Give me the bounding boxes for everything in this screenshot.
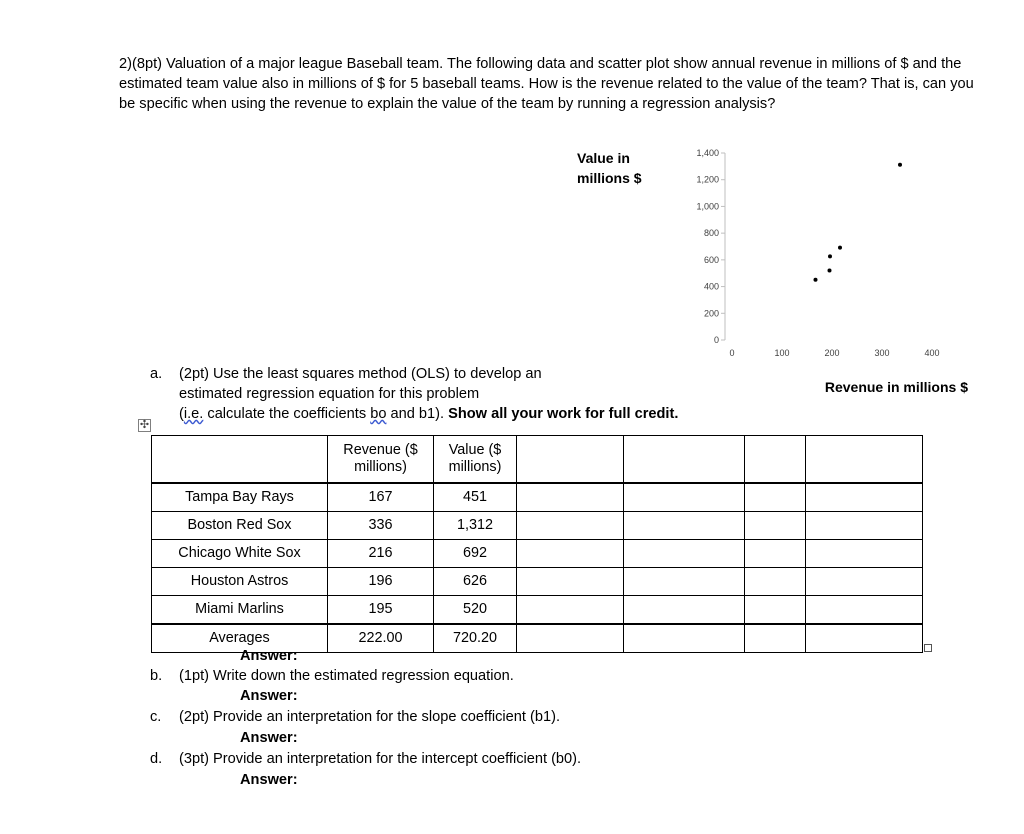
revenue-cell[interactable]: 167 [328, 483, 434, 512]
answer-label-b: Answer: [240, 688, 298, 704]
empty-cell[interactable] [624, 568, 745, 596]
answer-label-c: Answer: [240, 730, 298, 746]
part-a-line3 [179, 404, 739, 424]
part-c-letter: c. [150, 709, 162, 725]
x-tick-label: 200 [824, 348, 840, 358]
answer-label-a: Answer: [240, 648, 298, 664]
empty-cell[interactable] [745, 436, 806, 484]
y-tick-label: 200 [703, 308, 719, 319]
revenue-cell[interactable]: 195 [328, 596, 434, 625]
y-tick-label: 800 [703, 228, 719, 239]
average-revenue[interactable]: 222.00 [328, 624, 434, 653]
data-point [898, 163, 902, 167]
x-tick-label: 100 [774, 348, 790, 358]
part-a-bold-instruction: Show all your work for full credit. [448, 406, 679, 422]
team-name[interactable]: Boston Red Sox [152, 512, 328, 540]
part-a-mid: calculate the coefficients [203, 406, 371, 422]
question-intro: 2)(8pt) Valuation of a major league Baseball team. The following data and scatter plot show annual revenue in millions of $ and the estimated team value also in millions of $ for 5 baseball teams. How is the revenue related to the value of the team? That is, can you be specific when using the revenue to explain the value of the team by running a regression analysis? [119, 56, 974, 112]
value-cell[interactable]: 692 [434, 540, 517, 568]
data-table [151, 435, 923, 653]
table-row [152, 512, 923, 540]
y-tick-label: 1,000 [696, 201, 719, 212]
x-axis-label: Revenue in millions $ [824, 379, 968, 395]
scatter-chart [560, 140, 980, 400]
x-tick-label: 300 [874, 348, 890, 358]
y-tick-label: 600 [703, 254, 719, 265]
empty-cell[interactable] [517, 624, 624, 653]
table-row [152, 540, 923, 568]
part-d-letter: d. [150, 751, 163, 767]
team-name[interactable]: Miami Marlins [152, 596, 328, 625]
empty-cell[interactable] [806, 624, 923, 653]
empty-cell[interactable] [745, 596, 806, 625]
table-move-handle-icon[interactable]: ✣ [139, 419, 150, 431]
empty-cell[interactable] [624, 483, 745, 512]
y-tick-label: 0 [713, 335, 719, 345]
value-cell[interactable]: 520 [434, 596, 517, 625]
empty-cell[interactable] [745, 540, 806, 568]
empty-cell[interactable] [806, 568, 923, 596]
data-point [828, 269, 832, 273]
data-point [828, 254, 832, 258]
empty-cell[interactable] [517, 596, 624, 625]
empty-cell[interactable] [745, 624, 806, 653]
empty-cell[interactable] [517, 568, 624, 596]
empty-cell[interactable] [624, 512, 745, 540]
revenue-cell[interactable]: 336 [328, 512, 434, 540]
empty-cell[interactable] [745, 512, 806, 540]
empty-cell[interactable] [517, 540, 624, 568]
table-row [152, 483, 923, 512]
part-c-text: (2pt) Provide an interpretation for the slope coefficient (b1). [179, 709, 560, 725]
team-name[interactable]: Houston Astros [152, 568, 328, 596]
scatter-chart-svg [560, 140, 980, 400]
part-a-bo: bo [370, 406, 387, 422]
empty-cell[interactable] [806, 436, 923, 484]
table-resize-handle[interactable] [924, 644, 932, 652]
x-tick-label: 0 [729, 348, 735, 358]
header-revenue[interactable]: Revenue ($ millions) [328, 436, 434, 484]
average-value[interactable]: 720.20 [434, 624, 517, 653]
team-name[interactable]: Tampa Bay Rays [152, 483, 328, 512]
part-a-post: and b1). [386, 406, 449, 422]
averages-label[interactable]: Averages [152, 624, 328, 653]
table-row [152, 568, 923, 596]
part-d-text: (3pt) Provide an interpretation for the intercept coefficient (b0). [179, 751, 582, 767]
part-a-line1: (2pt) Use the least squares method (OLS) to develop an [179, 366, 542, 382]
empty-cell[interactable] [624, 624, 745, 653]
empty-cell[interactable] [517, 512, 624, 540]
y-tick-label: 1,400 [696, 148, 719, 158]
empty-cell[interactable] [806, 596, 923, 625]
part-a-ie: i.e. [183, 406, 204, 422]
value-cell[interactable]: 626 [434, 568, 517, 596]
part-a-line2: estimated regression equation for this problem [179, 386, 480, 402]
value-cell[interactable]: 451 [434, 483, 517, 512]
empty-cell[interactable] [624, 540, 745, 568]
empty-cell[interactable] [806, 512, 923, 540]
part-b-letter: b. [150, 668, 163, 684]
y-tick-label: 1,200 [696, 174, 719, 185]
part-b-text: (1pt) Write down the estimated regression equation. [179, 668, 514, 684]
data-point [814, 278, 818, 282]
empty-cell[interactable] [517, 436, 624, 484]
data-point [838, 246, 842, 250]
empty-cell[interactable] [745, 483, 806, 512]
part-a-open-paren: ( [179, 406, 184, 422]
empty-cell[interactable] [624, 596, 745, 625]
header-value[interactable]: Value ($ millions) [434, 436, 517, 484]
empty-cell[interactable] [806, 540, 923, 568]
y-axis-label-line1: Value in [577, 150, 630, 166]
team-name[interactable]: Chicago White Sox [152, 540, 328, 568]
empty-cell[interactable] [624, 436, 745, 484]
revenue-cell[interactable]: 196 [328, 568, 434, 596]
answer-label-d: Answer: [240, 772, 298, 788]
empty-cell[interactable] [745, 568, 806, 596]
x-tick-label: 400 [924, 348, 940, 358]
y-axis-label-line2: millions $ [577, 170, 642, 186]
part-a-letter: a. [150, 366, 163, 382]
table-row [152, 596, 923, 625]
value-cell[interactable]: 1,312 [434, 512, 517, 540]
revenue-cell[interactable]: 216 [328, 540, 434, 568]
empty-cell[interactable] [517, 483, 624, 512]
header-team-cell[interactable] [152, 436, 328, 484]
empty-cell[interactable] [806, 483, 923, 512]
y-tick-label: 400 [703, 281, 719, 292]
table-header-row [152, 436, 923, 484]
